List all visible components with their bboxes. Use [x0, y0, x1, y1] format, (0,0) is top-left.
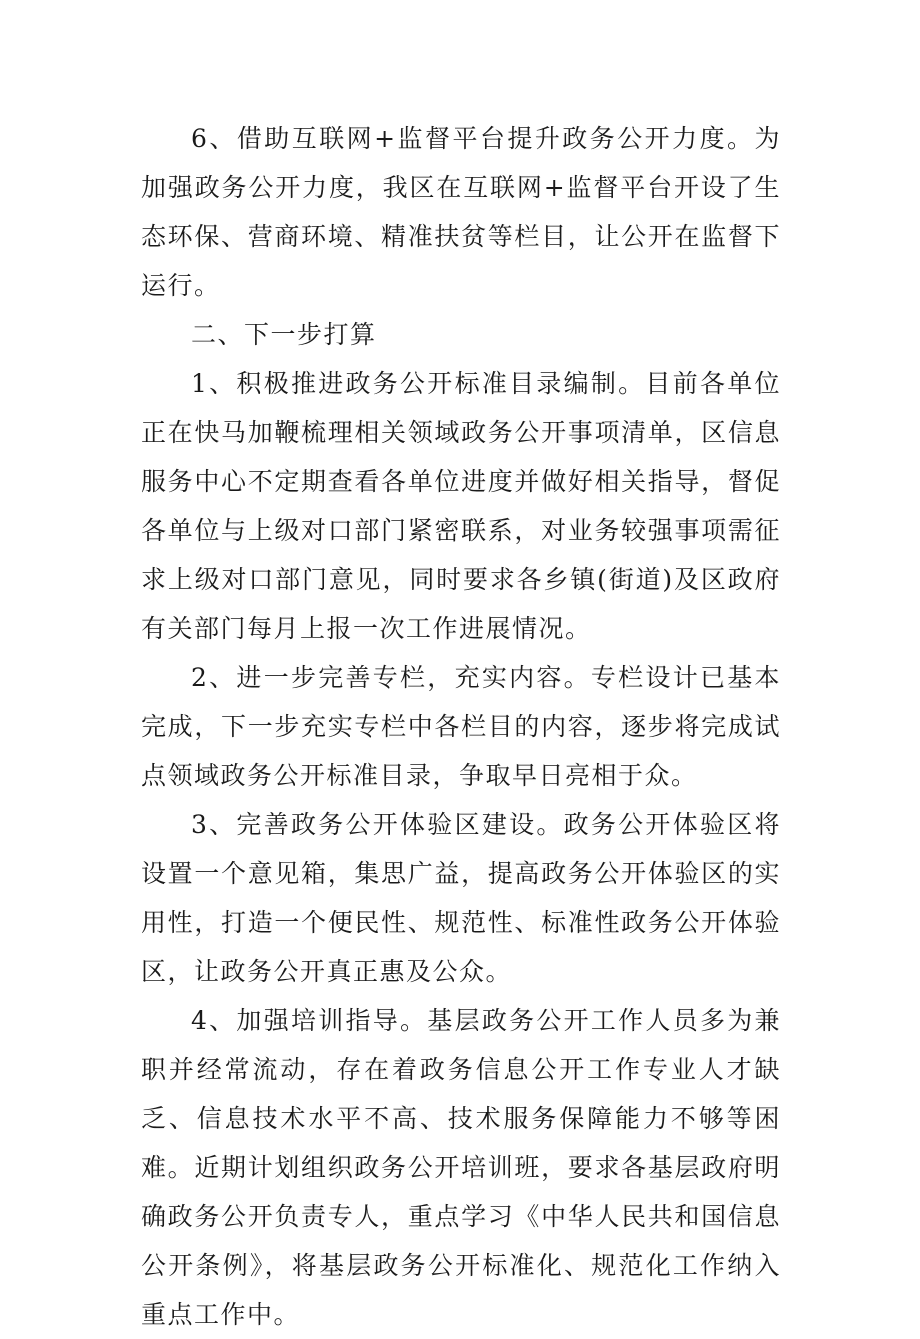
paragraph-plan-1: 1、积极推进政务公开标准目录编制。目前各单位正在快马加鞭梳理相关领域政务公开事项清单，区信息服务中心不定期查看各单位进度并做好相关指导，督促各单位与上级对口部门紧密联系，对业务较强事项需征求上级对口部门意见，同时要求各乡镇(街道)及区政府有关部门每月上报一次工作进展情况。: [141, 369, 781, 643]
paragraph-item-6: 6、借助互联网+监督平台提升政务公开力度。为加强政务公开力度，我区在互联网+监督平台开设了生态环保、营商环境、精准扶贫等栏目，让公开在监督下运行。: [141, 124, 781, 300]
paragraph-plan-4: 4、加强培训指导。基层政务公开工作人员多为兼职并经常流动，存在着政务信息公开工作专业人才缺乏、信息技术水平不高、技术服务保障能力不够等困难。近期计划组织政务公开培训班，要求各基层政府明确政务公开负责专人，重点学习《中华人民共和国信息公开条例》，将基层政务公开标准化、规范化工作纳入重点工作中。: [141, 1006, 781, 1329]
paragraph-plan-2: 2、进一步完善专栏，充实内容。专栏设计已基本完成，下一步充实专栏中各栏目的内容，逐步将完成试点领域政务公开标准目录，争取早日亮相于众。: [141, 663, 781, 790]
document-body: [141, 114, 781, 1339]
section-heading-next-steps: 二、下一步打算: [191, 320, 377, 349]
paragraph-plan-3: 3、完善政务公开体验区建设。政务公开体验区将设置一个意见箱，集思广益，提高政务公开体验区的实用性，打造一个便民性、规范性、标准性政务公开体验区，让政务公开真正惠及公众。: [141, 810, 781, 986]
